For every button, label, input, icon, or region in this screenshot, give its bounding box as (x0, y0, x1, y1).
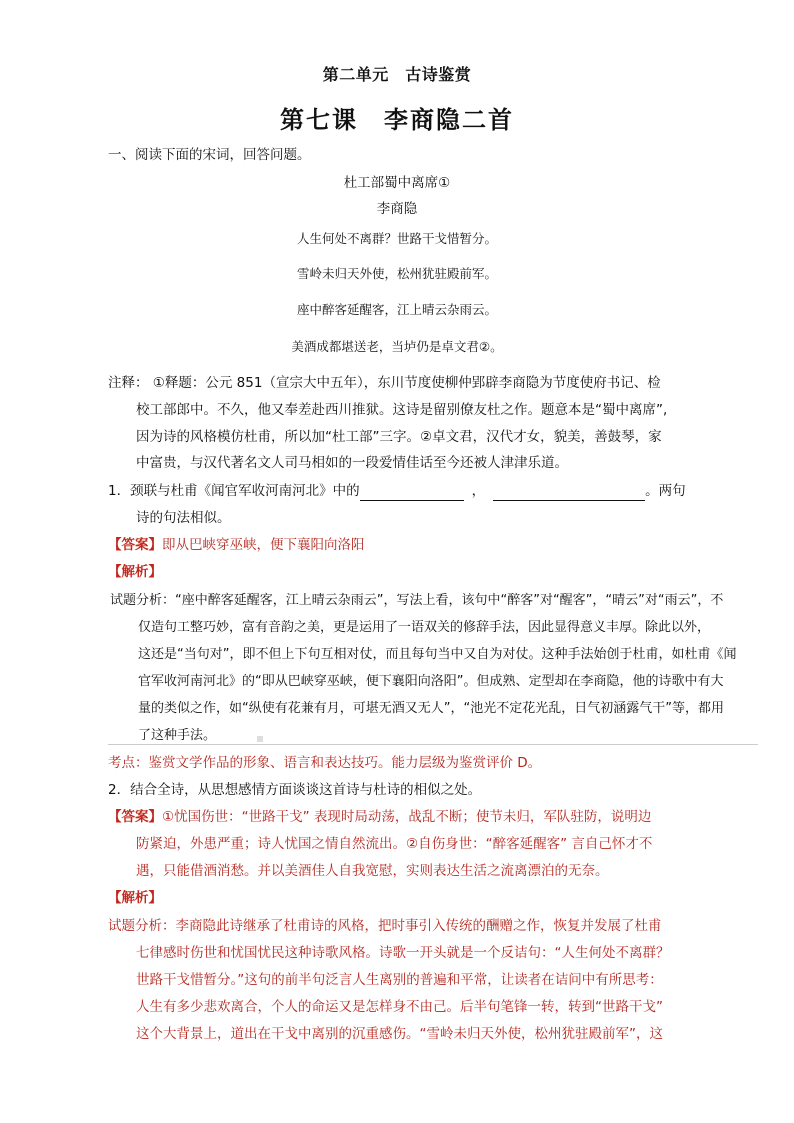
analysis-label: 【解析】 (108, 890, 162, 906)
poem-author: 李商隐 (376, 201, 418, 217)
notes-line: 中富贵，与汉代著名文人司马相如的一段爱情佳话至今还被人津津乐道。 (136, 455, 568, 471)
answer-line: 防紧迫，外患严重；诗人忧国之情自然流出。②自伤身世：“醉客延醒客” 言自己怀才不 (136, 836, 653, 852)
answer-line: 遇，只能借酒消愁。并以美酒佳人自我宽慰，实则表达生活之流离漂泊的无奈。 (136, 863, 609, 879)
poem-title: 杜工部蜀中离席① (343, 175, 451, 191)
question-1-suffix: 。两句 (645, 483, 686, 499)
notes-line: 注释： ①释题：公元 851（宣宗大中五年），东川节度使柳仲郢辟李商隐为节度使府书记、检 (108, 375, 661, 391)
answer-blank-2[interactable] (493, 485, 645, 501)
poem-line: 雪岭未归天外使，松州犹驻殿前军。 (296, 266, 497, 281)
answer-blank-1[interactable] (360, 485, 464, 501)
analysis-line: 试题分析：“座中醉客延醒客，江上晴云杂雨云”，写法上看，该句中“醉客”对“醒客”，“晴云”对“雨云”，不 (110, 593, 724, 608)
poem-line: 美酒成都堪送老，当垆仍是卓文君②。 (291, 339, 503, 354)
question-1-separator: ， (471, 483, 486, 499)
analysis-line: 世路干戈惜暂分。”这句的前半句泛言人生离别的普遍和平常，让读者在诘问中有所思考： (136, 972, 663, 988)
poem-line: 座中醉客延醒客，江上晴云杂雨云。 (296, 302, 497, 317)
poem-line: 人生何处不离群？世路干戈惜暂分。 (296, 231, 497, 246)
analysis-line: 人生有多少悲欢离合，个人的命运又是怎样身不由己。后半句笔锋一转，转到“世路干戈” (136, 999, 663, 1015)
analysis-line: 这还是“当句对”，即不但上下句互相对仗，而且每句当中又自为对仗。这种手法始创于杜甫，如杜甫《闻 (138, 647, 737, 662)
question-1-line2: 诗的句法相似。 (136, 510, 231, 526)
analysis-line: 仅造句工整巧妙，富有音韵之美，更是运用了一语双关的修辞手法，因此显得意义丰厚。除此以外， (138, 620, 711, 635)
kaodian: 考点：鉴赏文学作品的形象、语言和表达技巧。能力层级为鉴赏评价 D。 (108, 755, 542, 771)
analysis-line: 官军收河南河北》的“即从巴峡穿巫峡，便下襄阳向洛阳”。但成熟、定型却在李商隐，他的诗歌中有大 (138, 674, 724, 689)
analysis-label: 【解析】 (108, 564, 162, 580)
notes-line: 校工部郎中。不久，他又奉差赴西川推狱。这诗是留别僚友杜之作。题意本是“蜀中离席”, (136, 402, 668, 418)
unit-title: 第二单元 古诗鉴赏 (322, 65, 472, 84)
analysis-line: 这个大背景上，道出在干戈中离别的沉重感伤。“雪岭未归天外使，松州犹驻殿前军”，这 (136, 1026, 663, 1042)
lesson-title: 第七课 李商隐二首 (280, 106, 514, 134)
separator-mark (257, 736, 263, 742)
divider (108, 744, 758, 745)
answer-text: ①忧国伤世：“世路干戈” 表现时局动荡，战乱不断；使节未归，军队驻防，说明边 (162, 809, 652, 825)
section-instruction: 一、阅读下面的宋词，回答问题。 (108, 147, 311, 163)
analysis-line: 量的类似之作，如“纵使有花兼有月，可堪无酒又无人”，“池光不定花光乱，日气初涵露气干”等，都用 (138, 701, 724, 716)
question-1 (108, 481, 686, 501)
answer-text: 即从巴峡穿巫峡，便下襄阳向洛阳 (162, 537, 365, 553)
question-1-text: 1．颈联与杜甫《闻官军收河南河北》中的 (108, 483, 360, 499)
analysis-line: 七律感时伤世和忧国忧民这种诗歌风格。诗歌一开头就是一个反诘句：“人生何处不离群？ (136, 945, 670, 961)
analysis-line: 试题分析：李商隐此诗继承了杜甫诗的风格，把时事引入传统的酬赠之作，恢复并发展了杜甫 (108, 918, 662, 934)
question-2: 2．结合全诗，从思想感情方面谈谈这首诗与杜诗的相似之处。 (108, 782, 482, 798)
notes-line: 因为诗的风格模仿杜甫，所以加“杜工部”三字。②卓文君，汉代才女，貌美，善鼓琴，家 (136, 429, 662, 445)
answer-label: 【答案】 (108, 537, 162, 553)
q2-answer (108, 807, 651, 827)
analysis-line: 了这种手法。 (138, 728, 217, 743)
q1-answer (108, 535, 365, 555)
answer-label: 【答案】 (108, 809, 162, 825)
